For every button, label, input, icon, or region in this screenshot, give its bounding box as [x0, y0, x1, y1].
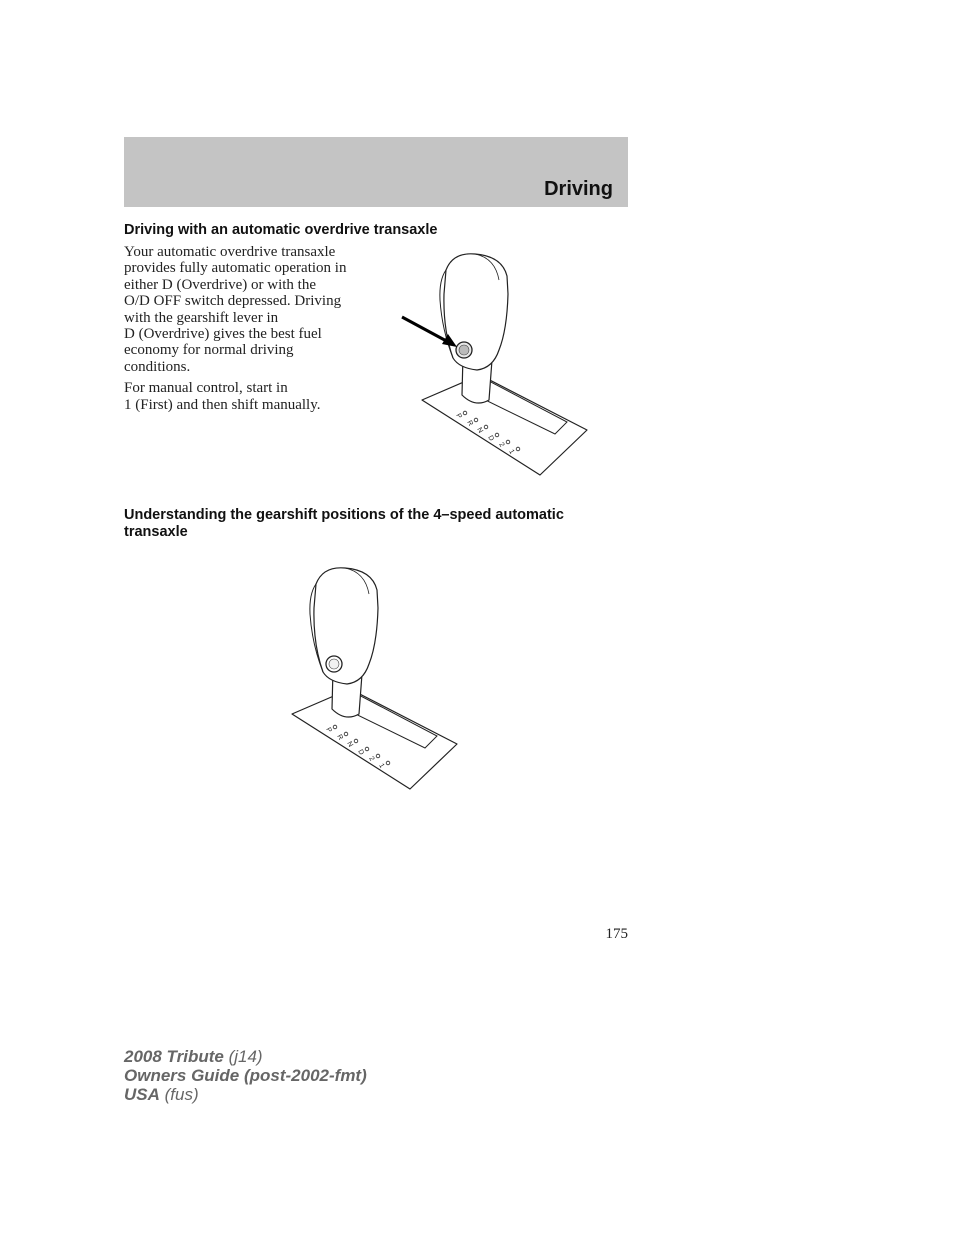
chapter-header-bar: [124, 137, 628, 207]
gearshift-figure-positions: [290, 562, 465, 794]
footer-model: 2008 Tribute: [124, 1047, 224, 1066]
paragraph-manual-control: For manual control, start in 1 (First) and then shift manually.: [124, 380, 321, 413]
footer-market: USA: [124, 1085, 160, 1104]
footer-line-1: [124, 1047, 367, 1066]
footer-market-code: (fus): [164, 1085, 199, 1104]
gear-label-n: N: [345, 740, 354, 749]
footer-line-2: [124, 1066, 367, 1085]
footer-line-3: [124, 1085, 367, 1104]
gear-label-d: D: [486, 434, 495, 443]
section-heading-overdrive: Driving with an automatic overdrive transaxle: [124, 222, 438, 238]
document-footer: [124, 1047, 367, 1104]
gear-label-1: 1: [377, 762, 386, 770]
gear-label-d: D: [356, 748, 365, 757]
section-heading-gearshift-positions: Understanding the gearshift positions of the 4–speed automatic transaxle: [124, 507, 564, 540]
footer-model-code: (j14): [228, 1047, 263, 1066]
gear-label-r: R: [465, 419, 474, 428]
gear-label-r: R: [335, 733, 344, 742]
chapter-title: Driving: [544, 178, 613, 200]
footer-guide: Owners Guide (post-2002-fmt): [124, 1066, 367, 1085]
gear-label-1: 1: [507, 448, 516, 456]
page-number: 175: [605, 926, 628, 942]
gear-label-p: P: [324, 726, 333, 735]
paragraph-overdrive-operation: Your automatic overdrive transaxle provides fully automatic operation in either D (Overdrive) or with the O/D OFF switch depressed. Driving with the gearshift lever in D (Overdrive) gives the best fuel economy for normal driving conditions.: [124, 244, 347, 375]
gear-label-2: 2: [497, 441, 506, 449]
gearshift-figure-overdrive: [395, 250, 595, 480]
section-body-overdrive: [124, 244, 384, 418]
gear-label-n: N: [475, 426, 484, 435]
gear-label-p: P: [454, 412, 463, 421]
gear-label-2: 2: [367, 755, 376, 763]
